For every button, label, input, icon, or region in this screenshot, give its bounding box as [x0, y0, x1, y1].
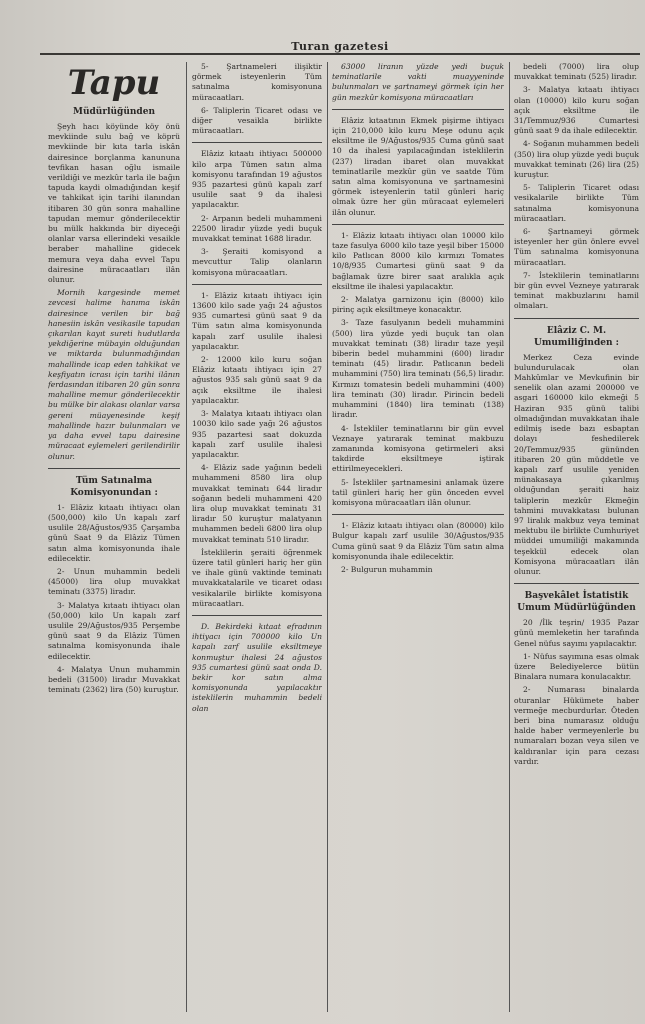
istatistik-heading-line2: Umum Müdürlüğünden [517, 603, 636, 614]
notice-paragraph: 3- Şeraiti komisyond a mevcuttur Talip olanların komisyona müracaatları. [192, 247, 322, 277]
column-divider [509, 62, 510, 1012]
notice-paragraph: 1- Elâziz kıtaatı ihtiyacı olan 10000 kilo taze fasulya 6000 kilo taze yeşil biber 15000 kilo Patlıcan 8000 kilo kırmızı Tomates 10/8/935 Cumartesi günü saat 9 da bağlamak üzre birer saat aralıkla açık eksiltme ile ihalesi yapılacaktır. [332, 230, 504, 291]
column-divider [186, 62, 187, 1012]
istatistik-heading [514, 590, 639, 614]
tum-satinalma-heading [48, 475, 180, 499]
tapu-heading: Tapu [67, 63, 161, 103]
tum-satinalma-heading-line2: Komisyonundan : [70, 487, 158, 498]
section-rule [332, 224, 504, 225]
section-rule [332, 109, 504, 110]
masthead-rule [40, 53, 640, 55]
notice-paragraph: bedeli (7000) lira olup muvakkat teminatı (525) liradır. [514, 62, 639, 82]
notice-paragraph: 2- Arpanın bedeli muhammeni 22500 liradır yüzde yedi buçuk muvakkat teminat 1688 liradır. [192, 213, 322, 244]
column-4 [514, 62, 639, 1017]
section-rule [192, 284, 322, 285]
notice-paragraph: 3- Malatya kıtaatı ihtiyacı olan (10000) kilo kuru soğan açık eksiltme ile 31/Temmuz/936 Cumartesi günü saat 9 da ihale edilecektir. [514, 85, 639, 136]
notice-paragraph: 1- Nüfus sayımına esas olmak üzere Belediyelerce bütün Binalara numara konulacaktır. [514, 651, 639, 682]
tapu-subheading: Müdürlüğünden [73, 107, 155, 117]
notice-paragraph: 63000 liranın yüzde yedi buçuk teminatlarile vakti muayyeninde bulunmaları ve şartnameyi görmek için her gün mezkûr komisyona müracaatları [332, 62, 504, 102]
tum-satinalma-heading-line1: Tüm Satınalma [75, 475, 153, 486]
column-1 [48, 62, 180, 1017]
section-rule [332, 514, 504, 515]
notice-paragraph: 1- Elâziz kıtaatı ihtiyacı için 13600 kilo sade yağı 24 ağustos 935 cumartesi günü saat 9 da Tüm satın alma komisyonunda kapalı zarf usulile ihalesi yapılacaktır. [192, 290, 322, 351]
notice-paragraph: 6- Şartnameyi görmek isteyenler her gün önlere evvel Tüm satınalma komisyonuna müracaatları. [514, 227, 639, 267]
notice-paragraph: Elâziz kıtaatı ihtiyacı 500000 kilo arpa Tümen satın alma komisyonu tarafından 19 ağustos 935 pazartesi günü kapalı zarf usulile saat 9 da ihalesi yapılacaktır. [192, 149, 322, 210]
notice-paragraph: 20 /İlk teşrin/ 1935 Pazar günü memleketin her tarafında Genel nüfus sayımı yapılacaktır. [514, 618, 639, 648]
notice-paragraph: 4- Soğanın muhammen bedeli (350) lira olup yüzde yedi buçuk muvakkat teminatı (26) lira (25) kuruştur. [514, 139, 639, 180]
column-3 [332, 62, 504, 1017]
notice-paragraph: 3- Malatya kıtaatı ihtiyacı olan (50,000) kilo Un kapalı zarf usulile 29/Ağustos/935 Perşembe günü saat 9 da Elâziz Tümen satınalma komisyonunda ihale edilecektir. [48, 600, 180, 661]
notice-paragraph: 2- Malatya garnizonu için (8000) kilo pirinç açık eksiltmeye konacaktır. [332, 295, 504, 315]
notice-paragraph: 1- Elâziz kıtaatı ihtiyacı olan (80000) kilo Bulgur kapalı zarf usulile 30/Ağustos/935 Cuma günü saat 9 da Elâziz Tüm satın alma komisyonunda ihale edilecektir. [332, 521, 504, 561]
notice-paragraph: 4- İstekliler teminatlarını bir gün evvel Veznaye yatırarak teminat makbuzu zamanında komisyona getirmeleri aksi takdirde eksiltmeye iştirak ettirilmeyecekleri. [332, 423, 504, 474]
notice-paragraph: 5- İstekliler şartnamesini anlamak üzere tatil günleri hariç her gün önceden evvel komisyona müracaatları ilân olunur. [332, 477, 504, 507]
notice-paragraph: 5- Taliplerin Ticaret odası vesikalarile birlikte Tüm satınalma komisyonuna müracaatları. [514, 183, 639, 223]
notice-paragraph: 3- Taze fasulyanın bedeli muhammini (500) lira yüzde yedi buçuk tan olan muvakkat teminatı (38) liradır taze yeşil biberin bedel muhammini (600) liradır teminatı (45) liradır. Patlıcanın bedeli muhammini (750) lira teminatı (56,5) liradır. Kırmızı tomatesin bedeli muhammini (400) lira teminatı (30) liradır. Pirincin bedeli muhammini (1840) lira teminatı (138) liradır. [332, 318, 504, 420]
notice-paragraph: 4- Malatya Unun muhammin bedeli (31500) liradır Muvakkat teminatı (2362) lira (50) kuruştur. [48, 664, 180, 695]
notice-paragraph: 2- 12000 kilo kuru soğan Elâziz kıtaatı ihtiyacı için 27 ağustos 935 salı günü saat 9 da açık eksiltme ile ihalesi yapılacaktır. [192, 355, 322, 405]
istatistik-heading-line1: Başvekâlet İstatistik [524, 591, 629, 602]
newspaper-masthead: Turan gazetesi [291, 40, 389, 53]
notice-paragraph: 3- Malatya kıtaatı ihtiyacı olan 10030 kilo sade yağı 26 ağustos 935 pazartesi saat dokuzda kapalı zarf usulile ihalesi yapılacaktır. [192, 409, 322, 459]
notice-paragraph: 1- Elâziz kıtaatı ihtiyacı olan (500,000) kilo Un kapalı zarf usulile 28/Ağustos/935 Çarşamba günü Saat 9 da Elâziz Tümen satın alma komisyonunda ihale edilecektir. [48, 502, 180, 563]
notice-paragraph: 5- Şartnameleri ilişiktir görmek isteyenlerin Tüm satınalma komisyonuna müracaatları. [192, 62, 322, 102]
section-rule [514, 583, 639, 584]
tapu-notice-1: Şeyh hacı köyünde köy önü mevkiinde sulu bağ ve köprü mevkiinde bir kıta tarla iskân dairesince borçlanma kanununa tevfikan hasan oğlu ismaile verildiği ve mezkûr tarla ile bağın tapuda kaydi olmadığından keşif ve tahkikat için tarihi ilanından itibaren 30 gün sonra mahalline tapudan memur gönderilecektir bu mülk hakkında bir diyeceği olanlar varsa ellerindeki vesaikle beraber mahalline gidecek memura veya daha evvel Tapu dairesine müracaatları ilân olunur. [48, 122, 180, 285]
notice-paragraph: 7- İsteklilerin teminatlarını bir gün evvel Vezneye yatırarak teminat makbuzlarını hamil olmaları. [514, 270, 639, 311]
column-2 [192, 62, 322, 1017]
notice-paragraph: Elâziz kıtaatının Ekmek pişirme ihtiyacı için 210,000 kilo kuru Meşe odunu açık eksiltme ile 9/Ağustos/935 Cuma günü saat 10 da ihalesi yapılacağından isteklilerin (237) liradan ibaret olan muvakkat teminatlarile mezkûr gün ve saatde Tüm satın alma komisyonuna ve şartnamesini görmek isteyenlerin tatil günleri hariç olmak üzre her gün müracaat eylemeleri ilân olunur. [332, 115, 504, 217]
notice-paragraph: Merkez Ceza evinde bulundurulacak olan Mahkûmlar ve Mevkufinin bir senelik olan azami 200000 ve asgari 160000 kilo ekmeği 5 Haziran 935 günü talibi olmadığından muvakkatan ihale edilmiş isede bazı esbaptan dolayı feshedilerek 20/Temmuz/935 gününden itibaren 20 gün müddetle ve kapalı zarf usulile yeniden münakasaya çıkarılmış olduğundan şeraiti haiz taliplerin mezkûr Ekmeğin tahmini muvakkatası bulunan 97 liralık makbuz veya teminat mektubu ile birlikte Cumhuriyet müddei umumiliği makamında teşekkül edecek olan Komisyona müracaatları ilân olunur. [514, 352, 639, 576]
notice-paragraph: İsteklilerin şeraiti öğrenmek üzere tatil günleri hariç her gün ve ihale günü vaktinde teminatı muvakkatalarile ve ticaret odası vesikalarile birlikte komisyona müracaatları. [192, 547, 322, 608]
notice-paragraph: 2- Numarası binalarda oturanlar Hükümete haber vermeğe mecburdurlar. Öteden beri bina numarasız olduğu halde haber vermeyenlerle bu numaraları bozan veya silen ve kaldıranlar için para cezası vardır. [514, 685, 639, 766]
notice-paragraph: 2- Bulgurun muhammin [341, 564, 433, 574]
section-rule [48, 468, 180, 469]
section-rule [192, 142, 322, 143]
column-divider [327, 62, 328, 1012]
tapu-notice-2: Mornih kargesinde memet zevcesi halime hanıma iskân dairesince verilen bir bağ hanesiin iskân vesikasile tapudan çıkarılan kayıt sureti hudutlarda yekdiğerine mübayin olduğundan ve miktarda bulunmadığından mahallinde icap eden tahkikat ve keşfiyatın icrası için tarihi ilânın ferdasından itibaren 20 gün sonra mahalline memur gönderilecektir bu mülke bir alakası olanlar varsa gereni müayenesinde keşif mahallinde hazır bulunmaları ve ya daha evvel tapu dairesine müracaat eylemeleri gerilendirilir olunur. [48, 288, 180, 461]
notice-paragraph: 4- Elâziz sade yağının bedeli muhammeni 8580 lira olup muvakkat teminatı 644 liradır soğanın bedeli muhammeni 420 lira olup muvakkat teminatı 31 liradır 50 kuruştur malatyanın muhammen bedeli 6800 lira olup muvakkat teminatı 510 liradır. [192, 463, 322, 544]
section-rule [192, 615, 322, 616]
cm-umumilik-heading: Elâziz C. M. Umumiliğinden : [534, 325, 619, 348]
section-rule [514, 318, 639, 319]
notice-paragraph: 6- Taliplerin Ticaret odası ve diğer vesaikla birlikte müracaatları. [192, 105, 322, 136]
notice-paragraph: D. Bekirdeki kıtaat efradının ihtiyacı için 700000 kilo Un kapalı zarf usulile eksiltmeye konmuştur ihalesi 24 ağustos 935 cumartesi günü saat onda D. bekir kor satın alma komisyonunda yapılacaktır isteklilerin muhammin bedeli olan [192, 621, 322, 713]
notice-paragraph: 2- Unun muhammin bedeli (45000) lira olup muvakkat teminatı (3375) liradır. [48, 566, 180, 597]
